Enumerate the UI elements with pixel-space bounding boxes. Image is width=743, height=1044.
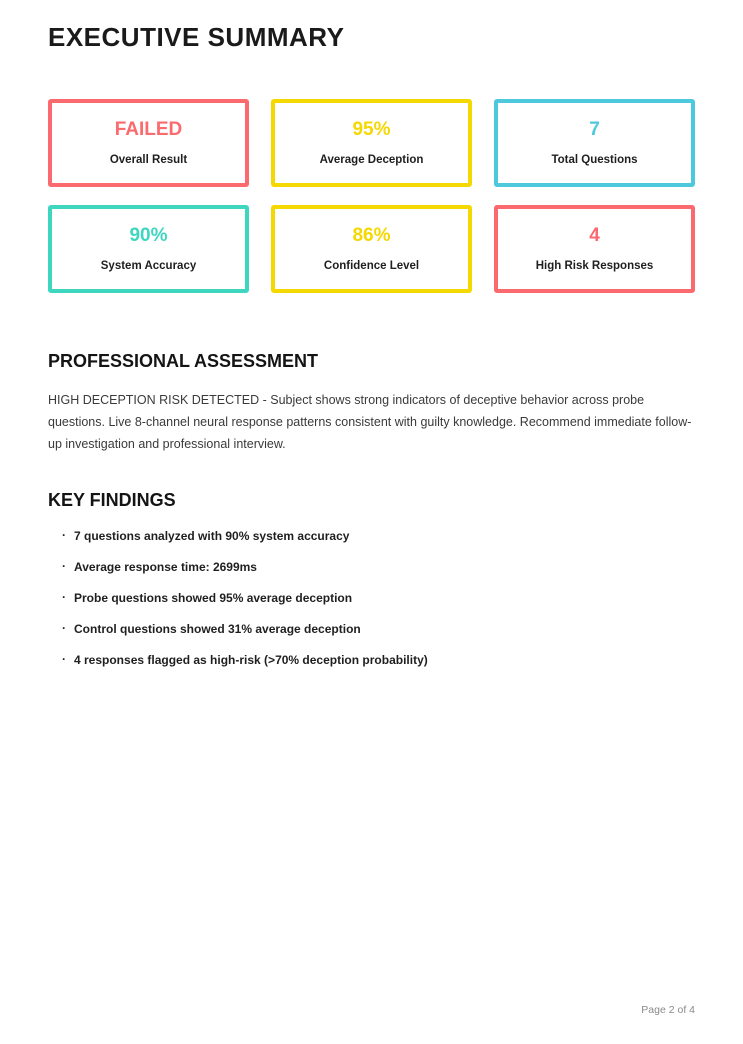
stat-label: Average Deception [319, 154, 424, 167]
bullet-glyph: · [62, 589, 66, 604]
stat-label: Confidence Level [323, 260, 420, 273]
key-findings-section [48, 490, 695, 667]
list-item [62, 653, 695, 667]
stat-label: Overall Result [109, 154, 188, 167]
list-item [62, 622, 695, 636]
list-item-text: Average response time: 2699ms [74, 559, 257, 574]
list-item-text: 7 questions analyzed with 90% system accuracy [74, 528, 350, 543]
stat-card-confidence-level [271, 205, 472, 293]
bullet-glyph: · [62, 651, 66, 666]
page-title: EXECUTIVE SUMMARY [48, 22, 345, 52]
summary-stat-cards [48, 99, 695, 293]
stat-card-system-accuracy [48, 205, 249, 293]
bullet-glyph: · [62, 558, 66, 573]
stat-value: 4 [589, 224, 600, 246]
stat-card-total-questions [494, 99, 695, 187]
stat-value: 95% [352, 118, 391, 140]
findings-heading: KEY FINDINGS [48, 489, 176, 510]
stat-card-average-deception [271, 99, 472, 187]
professional-assessment-section [48, 351, 695, 456]
list-item-text: Control questions showed 31% average deception [74, 621, 361, 636]
page-footer: Page 2 of 4 [641, 1004, 695, 1016]
stat-label: Total Questions [551, 154, 638, 167]
list-item [62, 529, 695, 543]
bullet-glyph: · [62, 620, 66, 635]
assessment-body: HIGH DECEPTION RISK DETECTED - Subject shows strong indicators of deceptive behavior across probe questions. Live 8-channel neural response patterns consistent with guilty knowledge. Recommend immediate follow-up investigation and professional interview. [48, 393, 692, 451]
assessment-heading: PROFESSIONAL ASSESSMENT [48, 351, 319, 371]
list-item-text: Probe questions showed 95% average deception [74, 590, 353, 605]
list-item [62, 591, 695, 605]
stat-label: System Accuracy [100, 260, 197, 273]
stat-value: 90% [129, 224, 168, 246]
list-item [62, 560, 695, 574]
stat-value: FAILED [114, 118, 183, 140]
stat-value: 86% [352, 224, 391, 246]
stat-card-high-risk-responses [494, 205, 695, 293]
stat-value: 7 [589, 118, 600, 140]
bullet-glyph: · [62, 527, 66, 542]
list-item-text: 4 responses flagged as high-risk (>70% deception probability) [74, 652, 428, 667]
findings-list [48, 529, 695, 667]
stat-label: High Risk Responses [535, 260, 654, 273]
stat-card-overall-result [48, 99, 249, 187]
